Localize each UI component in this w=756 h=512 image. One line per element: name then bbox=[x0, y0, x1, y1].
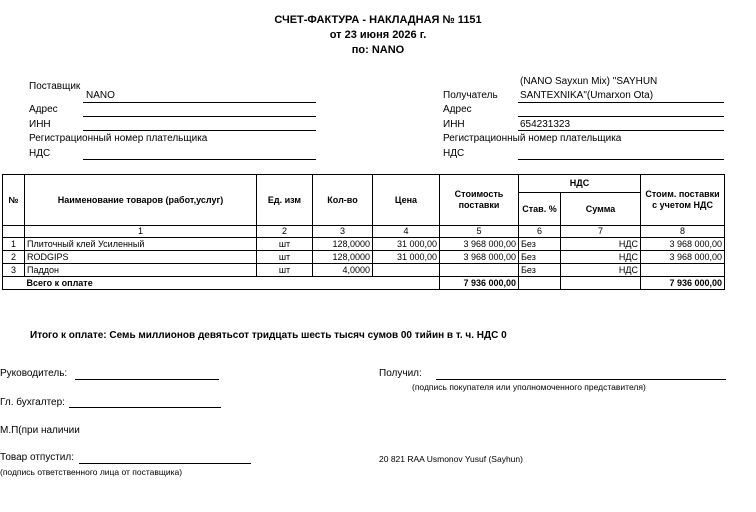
supplier-label: Поставщик bbox=[29, 81, 81, 92]
receiver-address-line bbox=[518, 116, 724, 117]
row-total bbox=[641, 264, 725, 277]
row-vat-sum: НДС bbox=[561, 238, 641, 251]
accountant-label: Гл. бухгалтер: bbox=[0, 397, 65, 408]
header-vat-sum: Сумма bbox=[561, 193, 641, 226]
header-vat-group: НДС bbox=[519, 175, 641, 193]
row-unit: шт bbox=[257, 238, 313, 251]
header-price: Цена bbox=[373, 175, 440, 226]
receiver-inn: 654231323 bbox=[520, 119, 571, 130]
supplier-name: NANO bbox=[86, 90, 115, 101]
header-qty: Кол-во bbox=[313, 175, 373, 226]
row-price: 31 000,00 bbox=[373, 238, 440, 251]
total-spacer bbox=[3, 277, 25, 290]
row-total: 3 968 000,00 bbox=[641, 251, 725, 264]
supplier-vat-label: НДС bbox=[29, 148, 51, 159]
colnum-4: 4 bbox=[373, 226, 440, 238]
received-signature-line bbox=[436, 379, 726, 380]
director-signature-line bbox=[75, 379, 219, 380]
total-vat-rate bbox=[519, 277, 561, 290]
table-row bbox=[3, 238, 725, 251]
colnum-6: 6 bbox=[519, 226, 561, 238]
supplier-inn-line bbox=[83, 130, 316, 131]
table-row bbox=[3, 264, 725, 277]
row-unit: шт bbox=[257, 264, 313, 277]
row-total: 3 968 000,00 bbox=[641, 238, 725, 251]
received-label: Получил: bbox=[379, 368, 422, 379]
receiver-inn-label: ИНН bbox=[443, 119, 465, 130]
row-qty: 128,0000 bbox=[313, 238, 373, 251]
row-qty: 128,0000 bbox=[313, 251, 373, 264]
row-vat-sum: НДС bbox=[561, 264, 641, 277]
receiver-reg-label: Регистрационный номер плательщика bbox=[443, 133, 622, 144]
row-vat-rate: Без bbox=[519, 251, 561, 264]
row-price: 31 000,00 bbox=[373, 251, 440, 264]
receiver-name-line2: SANTEXNIKA"(Umarxon Ota) bbox=[520, 90, 654, 101]
colnum-8: 8 bbox=[641, 226, 725, 238]
row-price bbox=[373, 264, 440, 277]
row-name: Паддон bbox=[25, 264, 257, 277]
receiver-inn-line bbox=[518, 130, 724, 131]
stamp-label: М.П(при наличии bbox=[0, 425, 80, 436]
header-total: Стоим. поставки с учетом НДС bbox=[641, 175, 725, 226]
receiver-address-label: Адрес bbox=[443, 104, 472, 115]
row-vat-sum: НДС bbox=[561, 251, 641, 264]
document-contract: по: NANO bbox=[351, 44, 405, 56]
invoice-table bbox=[2, 174, 725, 290]
header-name: Наименование товаров (работ,услуг) bbox=[25, 175, 257, 226]
released-label: Товар отпустил: bbox=[0, 452, 74, 463]
supplier-vat-line bbox=[83, 159, 316, 160]
total-cost: 7 936 000,00 bbox=[440, 277, 519, 290]
receiver-name-line1: (NANO Sayxun Mix) "SAYHUN bbox=[520, 76, 658, 87]
total-sum: 7 936 000,00 bbox=[641, 277, 725, 290]
row-cost: 3 968 000,00 bbox=[440, 238, 519, 251]
table-row bbox=[3, 251, 725, 264]
colnum-1 bbox=[3, 226, 25, 238]
summary-text: Итого к оплате: Семь миллионов девятьсот тридцать шесть тысяч сумов 00 тийин в т. ч. НДС 0 bbox=[30, 330, 507, 341]
total-row bbox=[3, 277, 725, 290]
supplier-reg-label: Регистрационный номер плательщика bbox=[29, 133, 208, 144]
row-num: 3 bbox=[3, 264, 25, 277]
header-cost: Стоимость поставки bbox=[440, 175, 519, 226]
supplier-inn-label: ИНН bbox=[29, 119, 51, 130]
driver-info: 20 821 RAA Usmonov Yusuf (Sayhun) bbox=[379, 454, 523, 464]
total-label: Всего к оплате bbox=[25, 277, 440, 290]
header-num: № bbox=[3, 175, 25, 226]
supplier-address-label: Адрес bbox=[29, 104, 58, 115]
colnum-1-label: 1 bbox=[25, 226, 257, 238]
row-qty: 4,0000 bbox=[313, 264, 373, 277]
row-unit: шт bbox=[257, 251, 313, 264]
row-cost: 3 968 000,00 bbox=[440, 251, 519, 264]
receiver-vat-line bbox=[518, 159, 724, 160]
supplier-address-line bbox=[83, 116, 316, 117]
row-cost bbox=[440, 264, 519, 277]
row-name: RODGIPS bbox=[25, 251, 257, 264]
supplier-name-line bbox=[83, 102, 316, 103]
accountant-signature-line bbox=[69, 407, 221, 408]
received-note: (подпись покупателя или уполномоченного представителя) bbox=[412, 382, 646, 392]
colnum-3: 3 bbox=[313, 226, 373, 238]
row-vat-rate: Без bbox=[519, 238, 561, 251]
row-num: 2 bbox=[3, 251, 25, 264]
colnum-5: 5 bbox=[440, 226, 519, 238]
director-label: Руководитель: bbox=[0, 368, 68, 379]
document-title: СЧЕТ-ФАКТУРА - НАКЛАДНАЯ № 1151 bbox=[274, 14, 482, 26]
row-name: Плиточный клей Усиленный bbox=[25, 238, 257, 251]
receiver-vat-label: НДС bbox=[443, 148, 465, 159]
receiver-label: Получатель bbox=[443, 90, 498, 101]
header-vat-rate: Став. % bbox=[519, 193, 561, 226]
released-signature-line bbox=[79, 463, 251, 464]
released-note: (подпись ответственного лица от поставщика) bbox=[0, 467, 183, 477]
receiver-name-underline bbox=[518, 102, 724, 103]
row-vat-rate: Без bbox=[519, 264, 561, 277]
document-date: от 23 июня 2026 г. bbox=[329, 29, 427, 41]
colnum-2: 2 bbox=[257, 226, 313, 238]
row-num: 1 bbox=[3, 238, 25, 251]
header-unit: Ед. изм bbox=[257, 175, 313, 226]
total-vat-sum bbox=[561, 277, 641, 290]
colnum-7: 7 bbox=[561, 226, 641, 238]
